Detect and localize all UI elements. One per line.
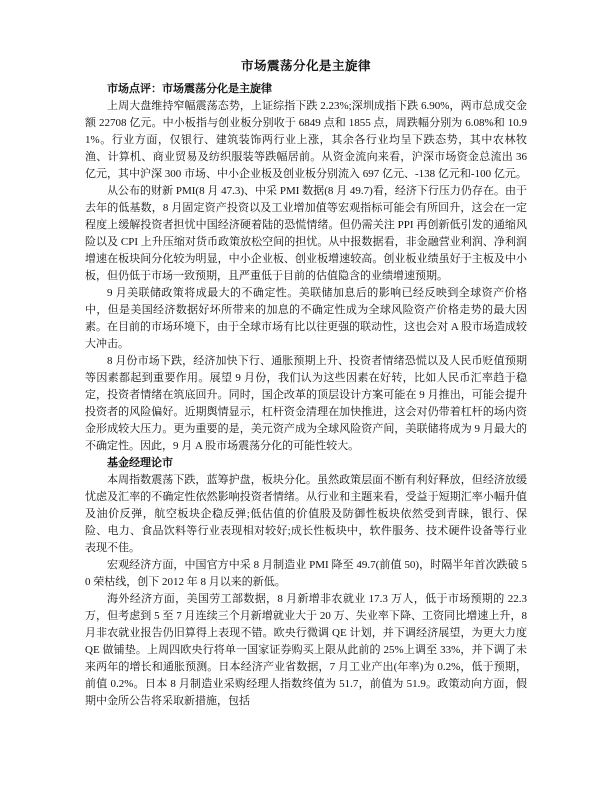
paragraph-overseas-economy: 海外经济方面，美国劳工部数据，8 月新增非农就业 17.3 万人，低于市场预期的 22.3 万，但考虑到 5 至 7 月连续三个月新增就业大于 20 万、失业率下降、工资同比增速上升，8 月非农就业报告仍旧算得上表现不错。欧央行微调 QE 计划，并下调经济展望，为更大力度 QE 做铺垫。上周四欧央行将单一国家证券购买上限从此前的 25%上调至 33%，并下调了未来两年的增长和通胀预测。日本经济产业省数据，7 月工业产出(年率)为 0.2%，低于预期，前值 0.2%。日本 8 月制造业采购经理人指数终值为 51.7，前值为 51.9。政策动向方面，假期中金所公告将采取新措施，包括 — [85, 593, 527, 707]
document-title: 市场震荡分化是主旋律 — [240, 59, 371, 73]
paragraph-weekly-index-review: 本周指数震荡下跌，蓝筹护盘，板块分化。虽然政策层面不断有利好释放，但经济放缓忧虑及汇率的不确定性依然影响投资者情绪。从行业和主题来看，受益于短期汇率小幅升值及油价反弹，航空板块企稳反弹;低估值的价值股及防御性板块依然受到青睐，银行、保险、电力、食品饮料等行业表现相对较好;成长性板块中，软件服务、技术硬件设备等行业表现不佳。 — [85, 474, 527, 554]
paragraph-fed-policy-uncertainty: 9 月美联储政策将成最大的不确定性。美联储加息后的影响已经反映到全球资产价格中，但是美国经济数据好坏所带来的加息的不确定性成为全球风险资产价格走势的最大因素。在目前的市场环境下，由于全球市场有比以往更强的联动性，这也会对 A 股市场造成较大冲击。 — [85, 287, 527, 350]
paragraph-market-weekly-review: 上周大盘维持窄幅震荡态势，上证综指下跌 2.23%;深圳成指下跌 6.90%，两市总成交金额 22708 亿元。中小板指与创业板分别收于 6849 点和 1855 点，周跌幅分别为 6.08%和 10.91%。行业方面，仅银行、建筑装饰两行业上涨，其余各行业均呈下跌态势，其中农林牧渔、计算机、商业贸易及纺织服装等跌幅居前。从资金流向来看，沪深市场资金总流出 36 亿元，其中沪深 300 市场、中小企业板及创业板分别流入 697 亿元、-138 亿元和-100 亿元。 — [85, 100, 527, 180]
paragraph-pmi-analysis: 从公布的财新 PMI(8 月 47.3)、中采 PMI 数据(8 月 49.7)看，经济下行压力仍存在。由于去年的低基数，8 月固定资产投资以及工业增加值等宏观指标可能会有所回升，这会在一定程度上缓解投资者担忧中国经济硬着陆的恐慌情绪。但仍需关注 PPI 再创新低引发的通缩风险以及 CPI 上升压缩对货币政策放松空间的担忧。从中报数据看，非金融营业利润、净利润增速在板块间分化较为明显，中小企业板、创业板增速较高。创业板业绩虽好于主板及中小板，但仍低于市场一致预期，且严重低于目前的估值隐含的业绩增速预期。 — [85, 185, 527, 282]
paragraph-macro-economy: 宏观经济方面，中国官方中采 8 月制造业 PMI 降至 49.7(前值 50)，时隔半年首次跌破 50 荣枯线，创下 2012 年 8 月以来的新低。 — [85, 559, 527, 588]
section-heading-fund-manager-view: 基金经理论市 — [107, 457, 173, 469]
paragraph-september-outlook: 8 月份市场下跌，经济加快下行、通胀预期上升、投资者情绪恐慌以及人民币贬值预期等因素都起到重要作用。展望 9 月份，我们认为这些因素在好转，比如人民币汇率趋于稳定，投资者情绪在筑底回升。同时，国企改革的顶层设计方案可能在 9 月推出，可能会提升投资者的风险偏好。近期舆情显示，杠杆资金清理在加快推进，这会对仍带着杠杆的场内资金形成较大压力。更为重要的是，美元资产成为全球风险资产间，美联储将成为 9 月最大的不确定性。因此，9 月 A 股市场震荡分化的可能性较大。 — [85, 355, 527, 452]
section-heading-market-comment: 市场点评：市场震荡分化是主旋律 — [107, 83, 272, 95]
